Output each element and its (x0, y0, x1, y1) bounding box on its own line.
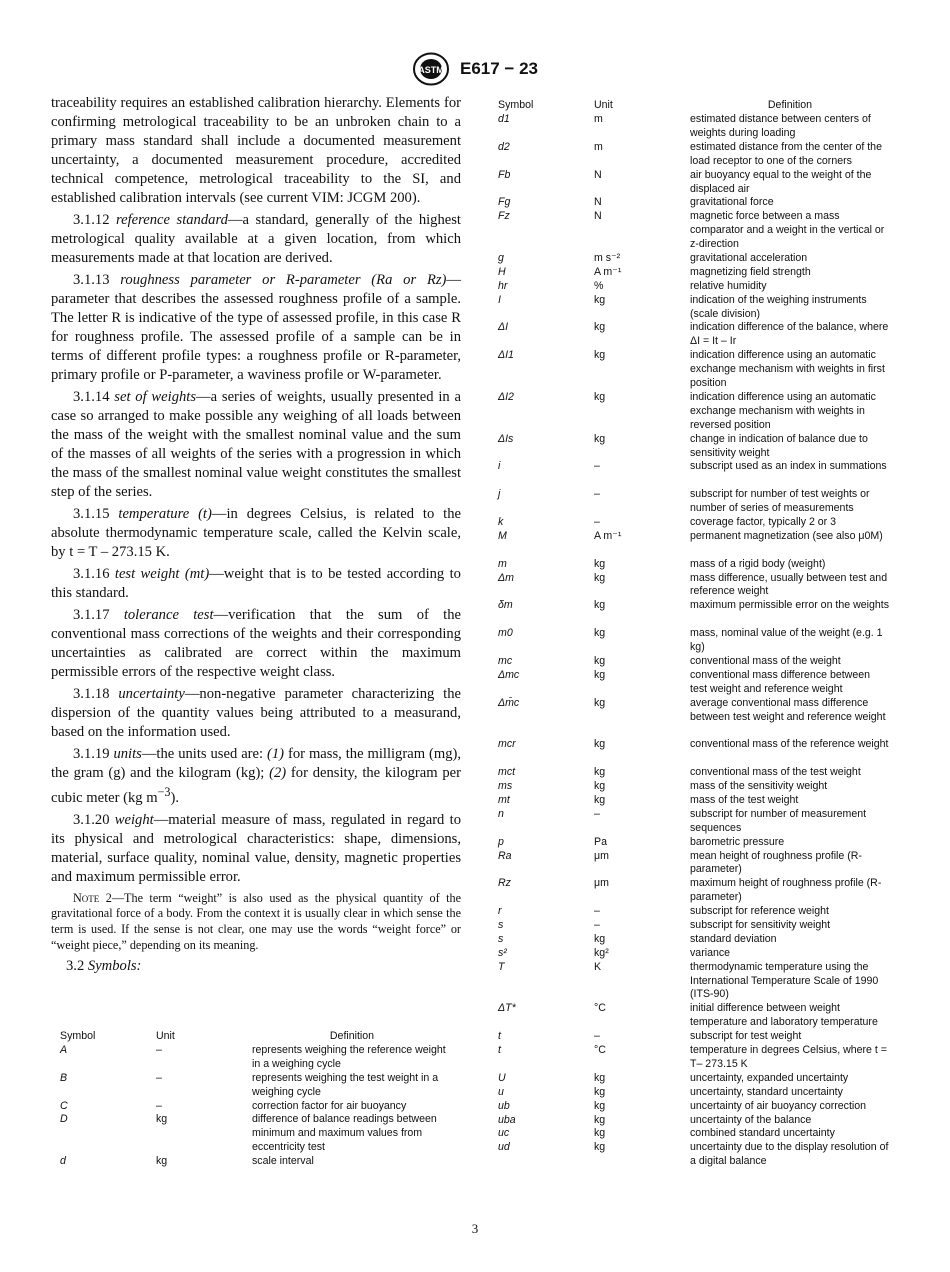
definition-3-1-16: 3.1.16 test weight (mt)—weight that is to be tested according to this standard. (51, 566, 461, 601)
definition: variance (690, 946, 731, 959)
symbol-row (498, 141, 898, 169)
symbol-row (498, 905, 898, 919)
definition: maximum permissible error on the weights (690, 599, 889, 612)
unit: kg (594, 654, 606, 667)
symbol: Δm̄c (498, 696, 520, 709)
unit: kg (594, 571, 606, 584)
definition: change in indication of balance due to sensitivity weight (690, 432, 868, 459)
definition: scale interval (252, 1155, 314, 1168)
unit: kg (594, 557, 606, 570)
definition: estimated distance between centers of weights during loading (690, 113, 871, 139)
symbol-row (498, 1127, 898, 1141)
unit: m (594, 140, 603, 153)
unit: kg (594, 1141, 606, 1154)
symbol: hr (498, 279, 508, 292)
symbol: C (60, 1099, 68, 1112)
definition: mass difference, usually between test and reference weight (690, 571, 888, 598)
symbol-row (498, 780, 898, 794)
symbol: ud (498, 1141, 510, 1154)
definition: coverage factor, typically 2 or 3 (690, 516, 837, 528)
symbol: s (498, 932, 504, 945)
unit: kg (594, 432, 606, 445)
symbol: ΔT* (498, 1002, 516, 1015)
symbol: p (498, 835, 504, 848)
symbol-row (498, 808, 898, 836)
unit: N (594, 168, 602, 181)
unit: °C (594, 1002, 606, 1015)
definition: conventional mass of the reference weight (690, 738, 889, 751)
symbol: uc (498, 1127, 510, 1140)
symbol: D (60, 1113, 68, 1126)
svg-text:ASTM: ASTM (418, 65, 444, 75)
symbol-row (498, 516, 898, 530)
definition: magnetic force between a mass comparator and a weight in the vertical or z-direction (690, 210, 885, 251)
symbol-row (498, 391, 898, 433)
symbol: Δm (498, 571, 514, 584)
symbol: M (498, 529, 507, 542)
definition: gravitational force (690, 196, 774, 209)
definition-3-1-18: 3.1.18 uncertainty—non-negative parameter characterizing the dispersion of the quantity values being attributed to a measurand, based on the information used. (51, 686, 461, 740)
unit: – (156, 1071, 162, 1084)
symbol: Δmc (498, 668, 520, 681)
definition: combined standard uncertainty (690, 1127, 835, 1140)
symbol-row (498, 850, 898, 878)
definition: represents weighing the reference weight in a weighing cycle (252, 1044, 446, 1070)
definition-3-1-19: 3.1.19 units—the units used are: (1) for mass, the milligram (mg), the gram (g) and the kilogram (kg); (2) for density, the kilogram per cubic meter (kg $m^{-3}$). (51, 746, 461, 806)
symbol-row (498, 349, 898, 391)
definition: subscript for number of test weights or number of series of measurements (690, 488, 870, 515)
symbol-row (498, 669, 898, 697)
symbol-row (498, 572, 898, 600)
symbol: uba (498, 1113, 516, 1126)
unit: – (594, 516, 600, 528)
unit: kg (594, 1071, 606, 1084)
symbol: B (60, 1071, 68, 1084)
definition: uncertainty due to the display resolution of a digital balance (690, 1141, 889, 1168)
unit: kg (594, 668, 606, 681)
symbol-row (498, 1114, 898, 1128)
definition: uncertainty of the balance (690, 1113, 812, 1126)
definition: mass, nominal value of the weight (e.g. 1 kg) (690, 627, 883, 654)
note-2: Note 2—The term “weight” is also used as the physical quantity of the gravitational force of a body. From the context it is usually clear in which sense the term is used. If the sense is not clear, one may use the words “weight force” or “weight piece,” depending on its meaning. (51, 890, 461, 952)
symbol-row (498, 1086, 898, 1100)
symbol-row (498, 530, 898, 558)
unit: K (594, 960, 602, 973)
unit: kg (594, 766, 606, 779)
unit: kg (594, 738, 606, 751)
unit: kg (594, 1127, 606, 1140)
symbol-row (498, 558, 898, 572)
definition: uncertainty, expanded uncertainty (690, 1071, 849, 1084)
symbol-row (498, 266, 898, 280)
symbol-row (498, 919, 898, 933)
definition: mean height of roughness profile (R-parameter) (690, 849, 862, 876)
symbol-row (498, 794, 898, 808)
symbol-row (498, 697, 898, 739)
symbol: d2 (498, 140, 510, 153)
unit: kg (594, 293, 606, 306)
symbol-row (498, 738, 898, 766)
symbol: r (498, 905, 502, 918)
definition: subscript for test weight (690, 1030, 802, 1043)
symbol: n (498, 807, 504, 820)
symbol: g (498, 251, 504, 264)
symbol-row (498, 1030, 898, 1044)
symbol-row (498, 252, 898, 266)
symbols-table-header (498, 99, 898, 113)
symbol-row (60, 1155, 460, 1169)
symbol: δm (498, 599, 513, 612)
symbol-row (498, 1072, 898, 1086)
symbol: u (498, 1085, 504, 1098)
symbol: t (498, 1044, 501, 1057)
unit: kg (594, 390, 606, 403)
symbol: ΔI1 (498, 349, 514, 362)
definition-3-1-17: 3.1.17 tolerance test—verification that the sum of the conventional mass corrections of the weights and their corresponding uncertainties as calibrated are correct within the maximum permissible errors of the respective weight class. (51, 607, 461, 680)
symbol-row (498, 294, 898, 322)
definition: air buoyancy equal to the weight of the displaced air (690, 168, 872, 195)
unit: kg (594, 1085, 606, 1098)
definition: conventional mass of the weight (690, 654, 841, 667)
symbols-table-right (498, 99, 898, 1169)
definition: barometric pressure (690, 835, 785, 848)
symbol-row (498, 836, 898, 850)
symbol-row (60, 1100, 460, 1114)
definition: subscript used as an index in summations (690, 460, 887, 473)
unit: m s⁻² (594, 251, 621, 264)
definition: gravitational acceleration (690, 251, 808, 264)
definition: indication difference using an automatic exchange mechanism with weights in reversed position (690, 390, 876, 431)
definition: estimated distance from the center of the load receptor to one of the corners (690, 140, 882, 167)
unit: kg (594, 696, 606, 709)
column-header-unit: Unit (156, 1030, 175, 1042)
symbol-row (60, 1072, 460, 1100)
unit: – (594, 918, 600, 931)
astm-logo (412, 52, 450, 86)
definition: average conventional mass difference between test weight and reference weight (690, 696, 886, 723)
symbol: ub (498, 1099, 510, 1112)
definition: mass of the sensitivity weight (690, 780, 828, 793)
section-3-2-heading: 3.2 Symbols: (66, 958, 142, 975)
symbol: i (498, 460, 501, 473)
symbol: Ra (498, 849, 512, 862)
symbol: H (498, 265, 506, 278)
symbol: m0 (498, 627, 513, 640)
definition: subscript for reference weight (690, 905, 829, 918)
definition: permanent magnetization (see also μ0M) (690, 529, 883, 542)
definition: uncertainty, standard uncertainty (690, 1085, 843, 1098)
symbol: Fg (498, 196, 511, 209)
symbol: k (498, 516, 504, 528)
symbol: ΔIs (498, 432, 514, 445)
symbol: Fz (498, 210, 510, 223)
definition-3-1-15: 3.1.15 temperature (t)—in degrees Celsius, is related to the absolute thermodynamic temperature scale, called the Kelvin scale, by t = T – 273.15 K. (51, 506, 461, 560)
symbol: d (60, 1155, 66, 1168)
definition: correction factor for air buoyancy (252, 1099, 407, 1112)
unit: kg (594, 1099, 606, 1112)
column-header-symbol: Symbol (60, 1030, 96, 1042)
definition: conventional mass difference between test weight and reference weight (690, 668, 871, 695)
symbol: mt (498, 793, 510, 806)
definition: mass of a rigid body (weight) (690, 557, 826, 570)
definition-3-1-20: 3.1.20 weight—material measure of mass, regulated in regard to its physical and metrological characteristics: shape, dimensions, material, surface quality, nominal value, density, magnetic properties and maximum permissible error. (51, 811, 461, 885)
symbol-row (498, 460, 898, 488)
symbol: j (498, 488, 501, 501)
symbol-row (498, 210, 898, 252)
unit: – (156, 1044, 162, 1056)
definition: uncertainty of air buoyancy correction (690, 1099, 867, 1112)
definition-3-1-12: 3.1.12 reference standard—a standard, generally of the highest metrological quality available at a given location, from which measurements made at that location are derived. (51, 212, 461, 266)
definition: subscript for number of measurement sequences (690, 807, 867, 834)
symbol: T (498, 960, 505, 973)
definition: standard deviation (690, 932, 777, 945)
symbol-row (498, 433, 898, 461)
symbol: ΔI2 (498, 390, 514, 403)
symbol-row (498, 113, 898, 141)
unit: kg (594, 932, 606, 945)
definition: indication difference of the balance, where ΔI = It – Ir (690, 321, 889, 348)
definition: indication difference using an automatic exchange mechanism with weights in first position (690, 349, 885, 390)
symbol: A (60, 1044, 68, 1056)
symbol-row (498, 196, 898, 210)
unit: Pa (594, 835, 607, 848)
paragraph-continued: traceability requires an established calibration hierarchy. Elements for confirming metrological traceability to be an unbroken chain to a primary mass standard shall include a documented measurement uncertainty, a documented measurement procedure, accredited technical competence, metrological traceability to the SI, and established calibration intervals (see current VIM: JCGM 200). (51, 95, 461, 206)
symbol: mct (498, 766, 516, 779)
unit: kg (594, 599, 606, 612)
definition: mass of the test weight (690, 793, 799, 806)
symbol-row (498, 1141, 898, 1169)
symbol: Rz (498, 877, 511, 890)
unit: A m⁻¹ (594, 265, 622, 278)
definition: subscript for sensitivity weight (690, 918, 831, 931)
definition: indication of the weighing instruments (scale division) (690, 293, 867, 320)
symbol: m (498, 557, 507, 570)
definition: temperature in degrees Celsius, where t = T– 273.15 K (690, 1044, 887, 1070)
unit: μm (594, 849, 609, 862)
unit: kg (594, 321, 606, 334)
symbol-row (498, 766, 898, 780)
symbol: mc (498, 654, 513, 667)
symbol-row (498, 655, 898, 669)
symbol: I (498, 293, 501, 306)
symbols-table-left (60, 1030, 460, 1169)
definition: thermodynamic temperature using the International Temperature Scale of 1990 (ITS-90) (690, 960, 879, 1001)
unit: – (156, 1099, 162, 1112)
unit: – (594, 1030, 600, 1043)
column-header-definition: Definition (329, 1030, 375, 1042)
definition: conventional mass of the test weight (690, 766, 861, 779)
symbol-row (498, 321, 898, 349)
unit: kg (594, 1113, 606, 1126)
symbol-row (498, 933, 898, 947)
symbol: mcr (498, 738, 516, 751)
symbol-row (498, 877, 898, 905)
symbols-table-header (60, 1030, 460, 1044)
unit: N (594, 196, 602, 209)
definition: relative humidity (690, 279, 767, 292)
definition: magnetizing field strength (690, 265, 811, 278)
unit: % (594, 279, 604, 292)
unit: kg² (594, 946, 609, 959)
symbol: ms (498, 780, 513, 793)
unit: – (594, 807, 600, 820)
symbol-row (498, 1044, 898, 1072)
definition: difference of balance readings between minimum and maximum values from eccentricity test (252, 1113, 437, 1154)
column-header-symbol: Symbol (498, 99, 534, 111)
symbol-row (498, 1100, 898, 1114)
symbol: d1 (498, 113, 510, 125)
symbol-row (498, 169, 898, 197)
document-designation: E617 − 23 (460, 59, 538, 78)
symbol: Fb (498, 168, 511, 181)
definition: initial difference between weight temperature and laboratory temperature (690, 1002, 878, 1029)
symbol-row (498, 627, 898, 655)
symbol-row (498, 947, 898, 961)
definition-3-1-14: 3.1.14 set of weights—a series of weights, usually presented in a case so arranged to make possible any weighing of all loads between the mass of the weight with the smallest nominal value and the sum of the masses of all weights of the series with a progression in which the mass of the smallest nominal value weight constitutes the smallest step of the series. (51, 389, 461, 500)
symbol-row (498, 1002, 898, 1030)
unit: μm (594, 877, 609, 890)
symbol: ΔI (498, 321, 509, 334)
unit: kg (594, 627, 606, 640)
symbol-row (498, 599, 898, 627)
left-column (51, 94, 461, 979)
unit: N (594, 210, 602, 223)
symbol: s (498, 918, 504, 931)
symbol: s² (498, 946, 507, 959)
symbol-row (60, 1113, 460, 1155)
definition-3-1-13: 3.1.13 roughness parameter or R-parameter (Ra or Rz)— parameter that describes the assessed roughness profile of a sample. The letter R is indicative of the type of assessed profile, in this case R for roughness profile. The assessed profile of a sample can be in terms of different profile types: a roughness profile or R-parameter, primary profile or P-parameter, a waviness profile or W-parameter. (51, 272, 461, 383)
definition: maximum height of roughness profile (R-parameter) (690, 877, 882, 904)
unit: kg (156, 1155, 168, 1168)
symbol-row (498, 961, 898, 1003)
symbol: U (498, 1071, 506, 1084)
definition: represents weighing the test weight in a weighing cycle (252, 1071, 439, 1098)
symbol-row (498, 280, 898, 294)
page-number: 3 (471, 1221, 479, 1236)
page-header (0, 52, 950, 86)
unit: °C (594, 1044, 606, 1057)
column-header-unit: Unit (594, 99, 613, 111)
unit: kg (594, 793, 606, 806)
symbol-row (498, 488, 898, 516)
unit: – (594, 488, 600, 501)
unit: kg (594, 780, 606, 793)
unit: – (594, 460, 600, 473)
column-header-definition: Definition (767, 99, 813, 111)
unit: m (594, 113, 603, 125)
symbol-row (60, 1044, 460, 1072)
unit: kg (156, 1113, 168, 1126)
unit: kg (594, 349, 606, 362)
unit: – (594, 905, 600, 918)
unit: A m⁻¹ (594, 529, 622, 542)
symbol: t (498, 1030, 501, 1043)
